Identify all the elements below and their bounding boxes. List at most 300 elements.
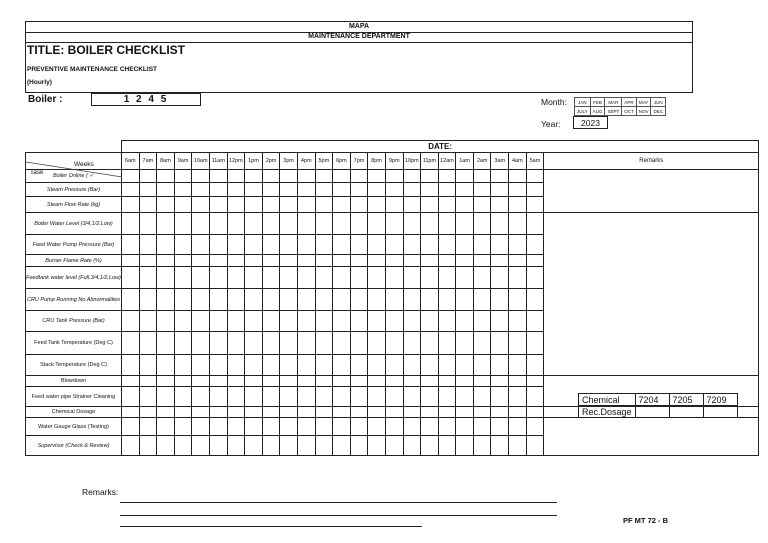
check-cell[interactable] [368,267,386,289]
check-cell[interactable] [262,197,280,213]
check-cell[interactable] [368,170,386,183]
check-cell[interactable] [122,355,140,376]
check-cell[interactable] [297,355,315,376]
remarks-cell[interactable] [544,418,759,456]
check-cell[interactable] [526,436,544,456]
check-cell[interactable] [456,376,474,387]
check-cell[interactable] [174,170,192,183]
check-cell[interactable] [157,311,175,332]
check-cell[interactable] [403,332,421,355]
check-cell[interactable] [473,267,491,289]
check-cell[interactable] [403,170,421,183]
check-cell[interactable] [438,213,456,235]
check-cell[interactable] [315,407,333,418]
check-cell[interactable] [227,376,245,387]
check-cell[interactable] [122,213,140,235]
check-cell[interactable] [473,255,491,267]
check-cell[interactable] [227,407,245,418]
check-cell[interactable] [139,213,157,235]
check-cell[interactable] [438,183,456,197]
check-cell[interactable] [209,235,227,255]
check-cell[interactable] [174,255,192,267]
check-cell[interactable] [174,267,192,289]
check-cell[interactable] [139,267,157,289]
check-cell[interactable] [368,289,386,311]
check-cell[interactable] [403,418,421,436]
check-cell[interactable] [174,332,192,355]
check-cell[interactable] [403,183,421,197]
check-cell[interactable] [157,436,175,456]
check-cell[interactable] [227,436,245,456]
check-cell[interactable] [245,267,263,289]
check-cell[interactable] [403,355,421,376]
check-cell[interactable] [509,311,527,332]
check-cell[interactable] [227,355,245,376]
check-cell[interactable] [209,289,227,311]
check-cell[interactable] [174,213,192,235]
month-option[interactable]: JULY [575,107,591,116]
check-cell[interactable] [403,407,421,418]
check-cell[interactable] [245,418,263,436]
check-cell[interactable] [438,355,456,376]
check-cell[interactable] [122,407,140,418]
check-cell[interactable] [385,355,403,376]
check-cell[interactable] [526,418,544,436]
check-cell[interactable] [491,183,509,197]
check-cell[interactable] [315,418,333,436]
check-cell[interactable] [139,311,157,332]
check-cell[interactable] [438,407,456,418]
check-cell[interactable] [280,197,298,213]
check-cell[interactable] [385,267,403,289]
check-cell[interactable] [227,289,245,311]
check-cell[interactable] [280,311,298,332]
check-cell[interactable] [245,332,263,355]
check-cell[interactable] [421,235,439,255]
check-cell[interactable] [526,387,544,407]
check-cell[interactable] [473,387,491,407]
check-cell[interactable] [174,436,192,456]
check-cell[interactable] [315,376,333,387]
check-cell[interactable] [209,436,227,456]
check-cell[interactable] [509,332,527,355]
check-cell[interactable] [262,170,280,183]
check-cell[interactable] [297,387,315,407]
check-cell[interactable] [315,436,333,456]
check-cell[interactable] [491,255,509,267]
check-cell[interactable] [192,311,210,332]
check-cell[interactable] [262,183,280,197]
boiler-number-field[interactable]: 1 2 4 5 [91,93,201,106]
check-cell[interactable] [385,197,403,213]
check-cell[interactable] [315,289,333,311]
check-cell[interactable] [333,418,351,436]
check-cell[interactable] [157,235,175,255]
check-cell[interactable] [297,289,315,311]
check-cell[interactable] [350,235,368,255]
check-cell[interactable] [157,355,175,376]
check-cell[interactable] [139,255,157,267]
check-cell[interactable] [280,170,298,183]
check-cell[interactable] [473,355,491,376]
check-cell[interactable] [245,387,263,407]
check-cell[interactable] [333,311,351,332]
check-cell[interactable] [139,407,157,418]
check-cell[interactable] [280,436,298,456]
check-cell[interactable] [262,289,280,311]
check-cell[interactable] [227,418,245,436]
check-cell[interactable] [509,183,527,197]
check-cell[interactable] [262,235,280,255]
check-cell[interactable] [157,183,175,197]
check-cell[interactable] [421,267,439,289]
check-cell[interactable] [139,183,157,197]
check-cell[interactable] [509,289,527,311]
check-cell[interactable] [421,213,439,235]
check-cell[interactable] [350,255,368,267]
check-cell[interactable] [491,213,509,235]
check-cell[interactable] [438,197,456,213]
check-cell[interactable] [262,255,280,267]
check-cell[interactable] [491,197,509,213]
check-cell[interactable] [209,170,227,183]
check-cell[interactable] [245,355,263,376]
check-cell[interactable] [315,235,333,255]
check-cell[interactable] [315,213,333,235]
check-cell[interactable] [385,255,403,267]
check-cell[interactable] [350,407,368,418]
check-cell[interactable] [456,418,474,436]
check-cell[interactable] [174,387,192,407]
check-cell[interactable] [122,235,140,255]
check-cell[interactable] [509,376,527,387]
check-cell[interactable] [456,332,474,355]
check-cell[interactable] [526,376,544,387]
check-cell[interactable] [350,418,368,436]
check-cell[interactable] [297,436,315,456]
check-cell[interactable] [209,407,227,418]
check-cell[interactable] [315,255,333,267]
check-cell[interactable] [491,418,509,436]
check-cell[interactable] [280,213,298,235]
check-cell[interactable] [438,267,456,289]
check-cell[interactable] [280,332,298,355]
check-cell[interactable] [509,255,527,267]
check-cell[interactable] [262,436,280,456]
check-cell[interactable] [139,436,157,456]
check-cell[interactable] [491,436,509,456]
remarks-cell[interactable] [544,213,759,376]
check-cell[interactable] [227,197,245,213]
check-cell[interactable] [245,311,263,332]
check-cell[interactable] [438,235,456,255]
check-cell[interactable] [227,311,245,332]
check-cell[interactable] [139,235,157,255]
check-cell[interactable] [456,311,474,332]
check-cell[interactable] [491,355,509,376]
check-cell[interactable] [421,183,439,197]
check-cell[interactable] [350,332,368,355]
check-cell[interactable] [438,376,456,387]
month-option[interactable]: FEB [590,98,605,107]
check-cell[interactable] [262,355,280,376]
check-cell[interactable] [297,332,315,355]
check-cell[interactable] [438,436,456,456]
remarks-line[interactable] [120,515,557,516]
check-cell[interactable] [473,213,491,235]
check-cell[interactable] [526,213,544,235]
check-cell[interactable] [473,289,491,311]
check-cell[interactable] [297,183,315,197]
check-cell[interactable] [122,376,140,387]
check-cell[interactable] [280,255,298,267]
check-cell[interactable] [192,387,210,407]
check-cell[interactable] [174,311,192,332]
check-cell[interactable] [491,407,509,418]
check-cell[interactable] [280,235,298,255]
check-cell[interactable] [122,289,140,311]
check-cell[interactable] [509,418,527,436]
check-cell[interactable] [333,376,351,387]
check-cell[interactable] [297,255,315,267]
check-cell[interactable] [403,376,421,387]
check-cell[interactable] [315,355,333,376]
check-cell[interactable] [262,418,280,436]
check-cell[interactable] [491,289,509,311]
check-cell[interactable] [157,267,175,289]
check-cell[interactable] [368,387,386,407]
check-cell[interactable] [315,267,333,289]
check-cell[interactable] [491,376,509,387]
check-cell[interactable] [333,289,351,311]
check-cell[interactable] [385,376,403,387]
check-cell[interactable] [245,213,263,235]
check-cell[interactable] [192,197,210,213]
check-cell[interactable] [421,332,439,355]
check-cell[interactable] [438,387,456,407]
month-option[interactable]: DEC [651,107,666,116]
check-cell[interactable] [315,197,333,213]
check-cell[interactable] [280,407,298,418]
check-cell[interactable] [403,436,421,456]
check-cell[interactable] [438,170,456,183]
check-cell[interactable] [456,407,474,418]
check-cell[interactable] [245,436,263,456]
check-cell[interactable] [385,213,403,235]
check-cell[interactable] [438,418,456,436]
check-cell[interactable] [209,355,227,376]
check-cell[interactable] [122,170,140,183]
remarks-cell[interactable] [544,170,759,213]
check-cell[interactable] [438,255,456,267]
check-cell[interactable] [456,213,474,235]
check-cell[interactable] [333,197,351,213]
check-cell[interactable] [421,289,439,311]
check-cell[interactable] [350,267,368,289]
check-cell[interactable] [350,197,368,213]
check-cell[interactable] [174,289,192,311]
check-cell[interactable] [473,235,491,255]
month-option[interactable]: JUN [651,98,666,107]
check-cell[interactable] [157,255,175,267]
rec-dosage-cell[interactable] [635,406,669,418]
check-cell[interactable] [350,387,368,407]
check-cell[interactable] [403,267,421,289]
check-cell[interactable] [350,376,368,387]
check-cell[interactable] [139,197,157,213]
check-cell[interactable] [368,311,386,332]
check-cell[interactable] [227,255,245,267]
check-cell[interactable] [315,387,333,407]
check-cell[interactable] [456,355,474,376]
check-cell[interactable] [192,213,210,235]
check-cell[interactable] [297,213,315,235]
check-cell[interactable] [368,436,386,456]
check-cell[interactable] [139,170,157,183]
check-cell[interactable] [526,289,544,311]
check-cell[interactable] [280,355,298,376]
check-cell[interactable] [139,387,157,407]
check-cell[interactable] [368,355,386,376]
check-cell[interactable] [209,197,227,213]
check-cell[interactable] [157,332,175,355]
check-cell[interactable] [421,436,439,456]
check-cell[interactable] [192,170,210,183]
check-cell[interactable] [473,418,491,436]
check-cell[interactable] [456,255,474,267]
check-cell[interactable] [227,332,245,355]
rec-dosage-cell[interactable] [669,406,703,418]
check-cell[interactable] [174,407,192,418]
check-cell[interactable] [280,387,298,407]
check-cell[interactable] [438,311,456,332]
month-option[interactable]: APR [622,98,637,107]
check-cell[interactable] [473,183,491,197]
check-cell[interactable] [122,255,140,267]
check-cell[interactable] [421,197,439,213]
check-cell[interactable] [526,311,544,332]
check-cell[interactable] [526,267,544,289]
check-cell[interactable] [368,183,386,197]
check-cell[interactable] [526,197,544,213]
check-cell[interactable] [421,170,439,183]
check-cell[interactable] [350,355,368,376]
check-cell[interactable] [157,418,175,436]
check-cell[interactable] [122,387,140,407]
year-field[interactable]: 2023 [573,116,608,129]
check-cell[interactable] [315,332,333,355]
check-cell[interactable] [385,436,403,456]
check-cell[interactable] [262,387,280,407]
check-cell[interactable] [491,332,509,355]
month-option[interactable]: NOV [636,107,651,116]
check-cell[interactable] [139,355,157,376]
check-cell[interactable] [491,170,509,183]
check-cell[interactable] [315,170,333,183]
check-cell[interactable] [385,311,403,332]
check-cell[interactable] [245,235,263,255]
check-cell[interactable] [333,332,351,355]
check-cell[interactable] [139,332,157,355]
check-cell[interactable] [122,311,140,332]
check-cell[interactable] [368,255,386,267]
check-cell[interactable] [174,235,192,255]
check-cell[interactable] [122,267,140,289]
check-cell[interactable] [280,376,298,387]
check-cell[interactable] [245,289,263,311]
check-cell[interactable] [262,213,280,235]
check-cell[interactable] [368,407,386,418]
check-cell[interactable] [473,436,491,456]
check-cell[interactable] [297,267,315,289]
check-cell[interactable] [192,407,210,418]
check-cell[interactable] [245,255,263,267]
check-cell[interactable] [245,407,263,418]
check-cell[interactable] [491,267,509,289]
check-cell[interactable] [333,183,351,197]
check-cell[interactable] [526,332,544,355]
check-cell[interactable] [297,418,315,436]
check-cell[interactable] [385,170,403,183]
check-cell[interactable] [368,213,386,235]
check-cell[interactable] [280,289,298,311]
month-option[interactable]: MAY [636,98,651,107]
check-cell[interactable] [245,197,263,213]
check-cell[interactable] [403,213,421,235]
check-cell[interactable] [333,407,351,418]
check-cell[interactable] [350,311,368,332]
check-cell[interactable] [157,387,175,407]
check-cell[interactable] [227,170,245,183]
check-cell[interactable] [262,267,280,289]
check-cell[interactable] [403,197,421,213]
check-cell[interactable] [262,376,280,387]
check-cell[interactable] [526,170,544,183]
check-cell[interactable] [192,332,210,355]
check-cell[interactable] [350,436,368,456]
check-cell[interactable] [333,267,351,289]
check-cell[interactable] [333,235,351,255]
check-cell[interactable] [509,213,527,235]
check-cell[interactable] [157,289,175,311]
check-cell[interactable] [526,235,544,255]
check-cell[interactable] [192,376,210,387]
check-cell[interactable] [473,332,491,355]
check-cell[interactable] [385,407,403,418]
check-cell[interactable] [192,418,210,436]
check-cell[interactable] [385,183,403,197]
check-cell[interactable] [421,311,439,332]
check-cell[interactable] [122,418,140,436]
check-cell[interactable] [350,183,368,197]
check-cell[interactable] [350,289,368,311]
check-cell[interactable] [315,183,333,197]
check-cell[interactable] [209,183,227,197]
check-cell[interactable] [174,183,192,197]
check-cell[interactable] [262,311,280,332]
month-option[interactable]: MAR [605,98,622,107]
check-cell[interactable] [333,436,351,456]
check-cell[interactable] [526,407,544,418]
month-option[interactable]: AUG [590,107,605,116]
check-cell[interactable] [192,436,210,456]
check-cell[interactable] [456,289,474,311]
check-cell[interactable] [385,289,403,311]
check-cell[interactable] [333,255,351,267]
check-cell[interactable] [368,418,386,436]
check-cell[interactable] [333,170,351,183]
check-cell[interactable] [192,183,210,197]
